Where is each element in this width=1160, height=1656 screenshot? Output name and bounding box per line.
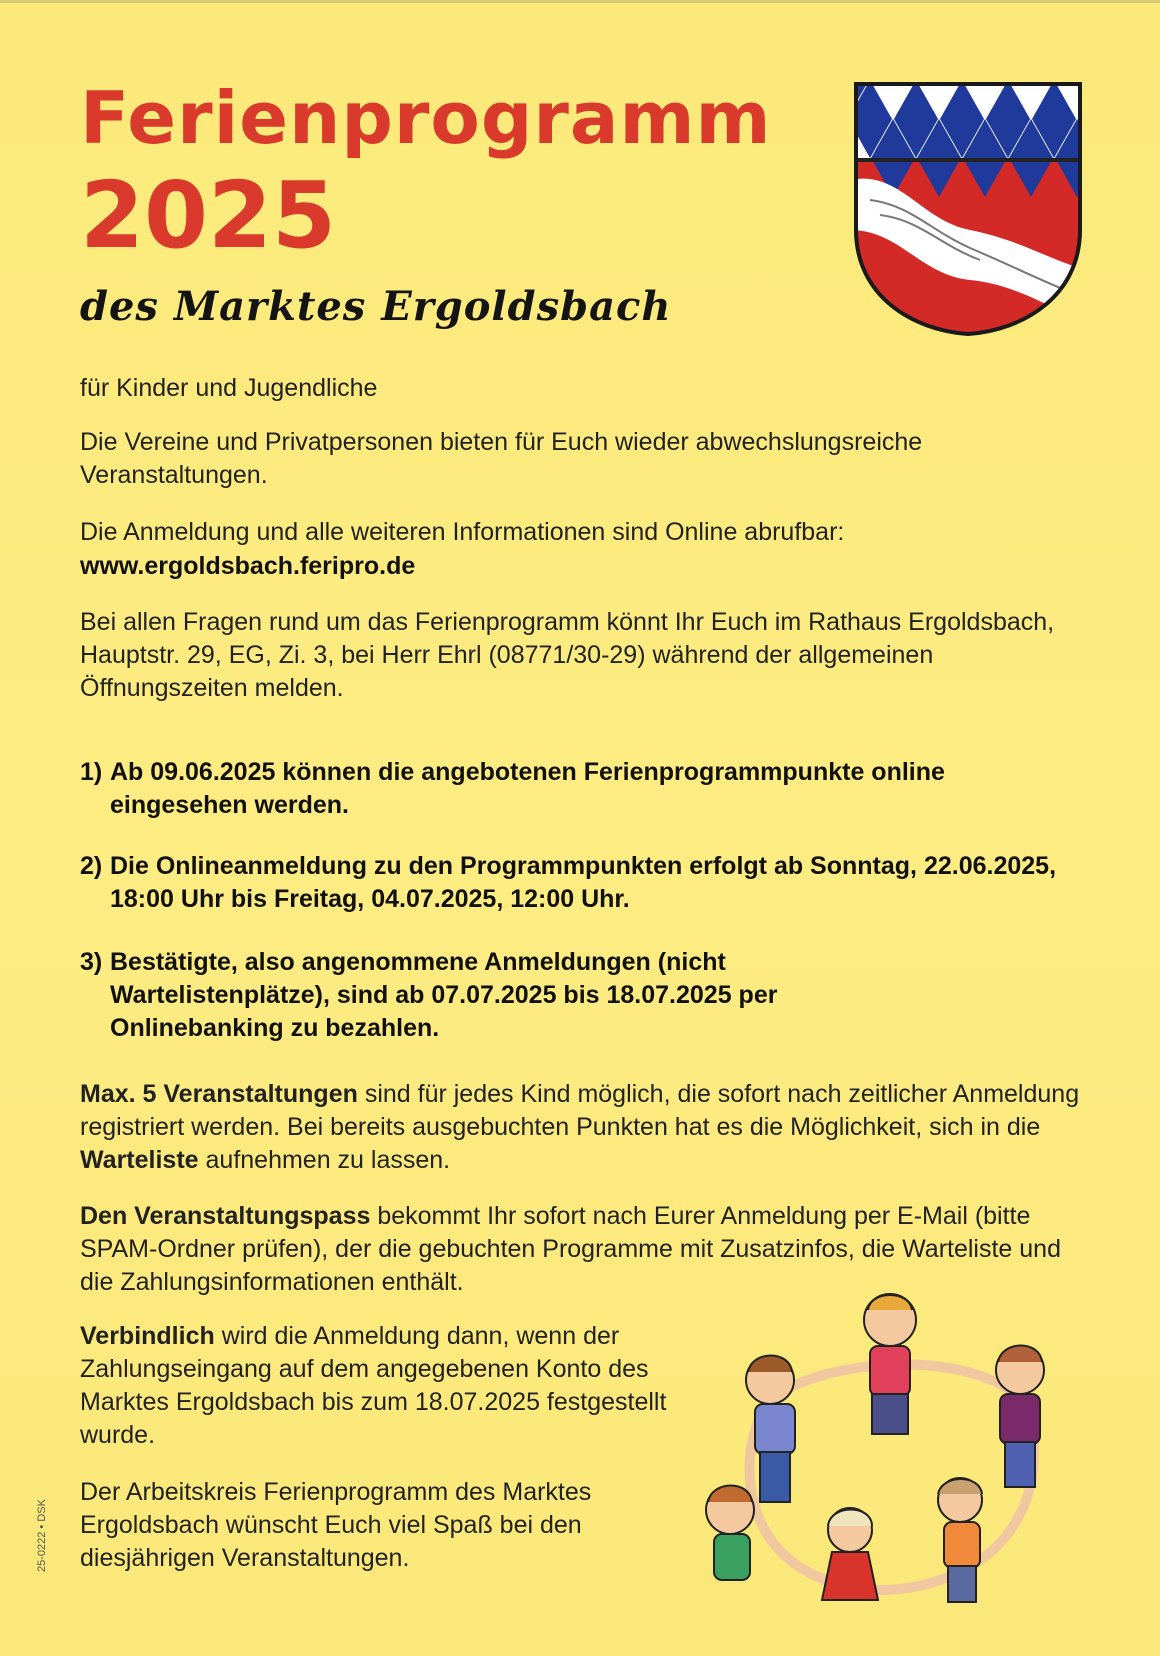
step-number: 3) bbox=[80, 948, 103, 976]
step-2 bbox=[80, 850, 1080, 916]
feripro-link[interactable]: www.ergoldsbach.feripro.de bbox=[80, 552, 416, 580]
intro-audience: für Kinder und Jugendliche bbox=[80, 374, 378, 402]
waitlist-bold: Warteliste bbox=[80, 1146, 199, 1174]
intro-offer: Die Vereine und Privatpersonen bieten für Euch wieder abwechslungsreiche Veranstaltungen. bbox=[80, 428, 923, 489]
max-events-bold: Max. 5 Veranstaltungen bbox=[80, 1080, 358, 1108]
step-3 bbox=[80, 946, 1080, 1045]
page-subtitle: des Marktes Ergoldsbach bbox=[80, 283, 672, 330]
coat-of-arms-icon bbox=[850, 80, 1086, 338]
binding-paragraph bbox=[80, 1320, 700, 1452]
step-number: 1) bbox=[80, 758, 103, 786]
step-text: Ab 09.06.2025 können die angebotenen Ferienprogrammpunkte online eingesehen werden. bbox=[110, 758, 945, 819]
print-code: 25-0222 • DSK bbox=[36, 1499, 48, 1572]
step-text: Bestätigte, also angenommene Anmeldungen (nicht Wartelistenplätze), sind ab 07.07.2025 bis 18.07.2025 per Onlinebanking zu bezahlen. bbox=[110, 948, 778, 1042]
page-year: 2025 bbox=[80, 162, 337, 269]
intro-online-info: Die Anmeldung und alle weiteren Informationen sind Online abrufbar: bbox=[80, 518, 845, 546]
children-circle-illustration bbox=[700, 1280, 1080, 1620]
binding-bold: Verbindlich bbox=[80, 1322, 215, 1350]
pass-bold: Den Veranstaltungspass bbox=[80, 1202, 371, 1230]
top-border bbox=[0, 0, 1160, 3]
max-events-paragraph bbox=[80, 1078, 1080, 1177]
step-text: Die Onlineanmeldung zu den Programmpunkten erfolgt ab Sonntag, 22.06.2025, 18:00 Uhr bis Freitag, 04.07.2025, 12:00 Uhr. bbox=[110, 852, 1057, 913]
intro-contact: Bei allen Fragen rund um das Ferienprogramm könnt Ihr Euch im Rathaus Ergoldsbach, Hauptstr. 29, EG, Zi. 3, bei Herr Ehrl (08771/30-29) während der allgemeinen Öffnungszeiten melden. bbox=[80, 608, 1055, 702]
binding-text: wird die Anmeldung dann, wenn der Zahlungseingang auf dem angegebenen Konto des Marktes Ergoldsbach bis zum 18.07.2025 festgestellt wurde. bbox=[80, 1322, 667, 1449]
step-number: 2) bbox=[80, 852, 103, 880]
pass-text: bekommt Ihr sofort nach Eurer Anmeldung per E-Mail (bitte SPAM-Ordner prüfen), der die gebuchten Programme mit Zusatzinfos, die Warteliste und die Zahlungsinformationen enthält. bbox=[80, 1202, 1061, 1296]
max-events-text: sind für jedes Kind möglich, die sofort nach zeitlicher Anmeldung registriert werden. Bei bereits ausgebuchten Punkten hat es die Möglichkeit, sich in die bbox=[80, 1080, 1080, 1141]
closing-paragraph: Der Arbeitskreis Ferienprogramm des Marktes Ergoldsbach wünscht Euch viel Spaß bei den diesjährigen Veranstaltungen. bbox=[80, 1478, 592, 1572]
step-1 bbox=[80, 756, 1080, 822]
max-events-text-end: aufnehmen zu lassen. bbox=[198, 1146, 451, 1174]
page-title: Ferienprogramm bbox=[80, 76, 772, 160]
